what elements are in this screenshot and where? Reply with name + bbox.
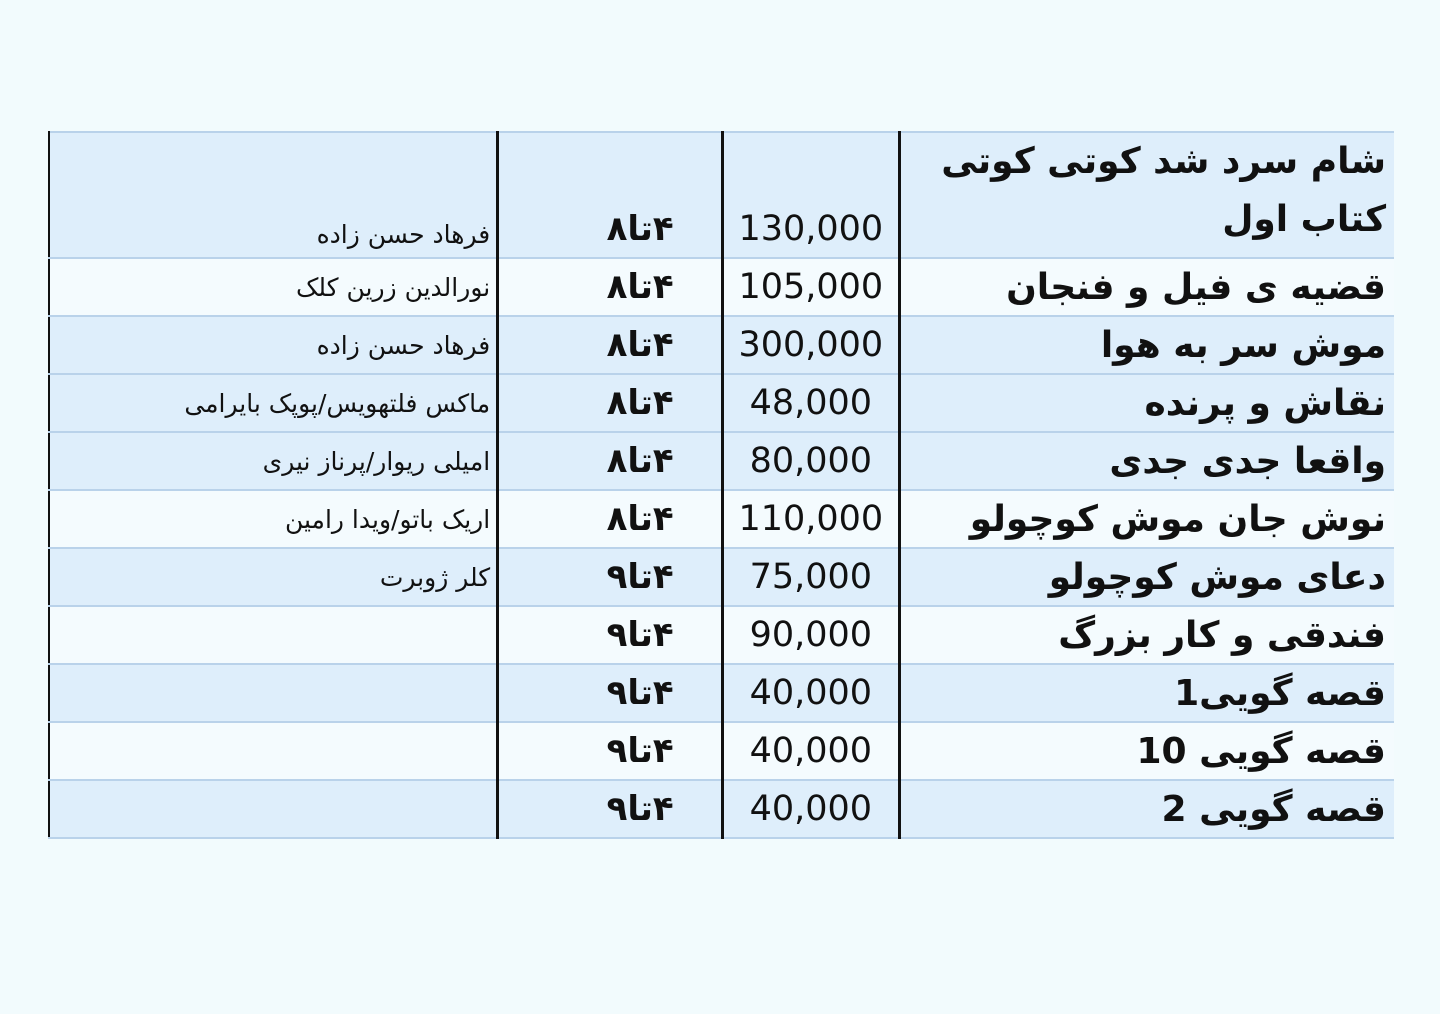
book-title: موش سر به هوا (1100, 324, 1386, 366)
book-price: 90,000 (723, 606, 900, 664)
book-title-cell (899, 606, 1394, 664)
book-title-cell (899, 374, 1394, 432)
book-age-range: ۴تا۸ (498, 258, 723, 316)
book-author (49, 780, 498, 838)
book-title-cell (899, 132, 1394, 258)
table-row (49, 316, 1394, 374)
book-title-cell (899, 780, 1394, 838)
book-price: 40,000 (723, 722, 900, 780)
book-title: نقاش و پرنده (1144, 382, 1386, 424)
table-body (49, 132, 1394, 838)
book-author: کلر ژوبرت (49, 548, 498, 606)
book-price: 75,000 (723, 548, 900, 606)
table-row (49, 606, 1394, 664)
book-price: 130,000 (723, 132, 900, 258)
book-age-range: ۴تا۹ (498, 548, 723, 606)
book-title: فندقی و کار بزرگ (1058, 614, 1386, 656)
book-author (49, 664, 498, 722)
table-row (49, 258, 1394, 316)
book-title-cell (899, 664, 1394, 722)
table-row (49, 374, 1394, 432)
book-author (49, 606, 498, 664)
book-price: 48,000 (723, 374, 900, 432)
book-price-table (48, 131, 1394, 839)
book-price: 40,000 (723, 664, 900, 722)
book-age-range: ۴تا۸ (498, 374, 723, 432)
book-title: نوش جان موش کوچولو (969, 498, 1386, 540)
table-row (49, 432, 1394, 490)
book-title: دعای موش کوچولو (1048, 556, 1386, 598)
book-age-range: ۴تا۹ (498, 664, 723, 722)
book-title: کتاب اول (1222, 199, 1386, 240)
book-title-cell (899, 258, 1394, 316)
table-row (49, 132, 1394, 258)
book-title: قصه گویی 10 (1136, 730, 1386, 772)
book-title: قصه گویی1 (1174, 672, 1386, 714)
book-title-cell (899, 548, 1394, 606)
book-price: 40,000 (723, 780, 900, 838)
table-row (49, 780, 1394, 838)
book-price: 110,000 (723, 490, 900, 548)
table-row (49, 548, 1394, 606)
book-age-range: ۴تا۸ (498, 132, 723, 258)
book-price: 80,000 (723, 432, 900, 490)
book-author: فرهاد حسن زاده (49, 132, 498, 258)
book-title: واقعا جدی جدی (1109, 440, 1386, 482)
book-age-range: ۴تا۹ (498, 606, 723, 664)
table-row (49, 490, 1394, 548)
book-author: نورالدین زرین کلک (49, 258, 498, 316)
book-age-range: ۴تا۸ (498, 432, 723, 490)
book-price: 300,000 (723, 316, 900, 374)
book-age-range: ۴تا۹ (498, 780, 723, 838)
book-age-range: ۴تا۸ (498, 490, 723, 548)
book-author (49, 722, 498, 780)
book-author: فرهاد حسن زاده (49, 316, 498, 374)
book-author: امیلی ریوار/پرناز نیری (49, 432, 498, 490)
table-row (49, 722, 1394, 780)
table-row (49, 664, 1394, 722)
book-age-range: ۴تا۹ (498, 722, 723, 780)
book-title-cell (899, 722, 1394, 780)
book-author: اریک باتو/ویدا رامین (49, 490, 498, 548)
book-title-cell (899, 432, 1394, 490)
book-title: قصه گویی 2 (1161, 788, 1386, 830)
book-title: قضیه ی فیل و فنجان (1006, 266, 1386, 308)
book-author: ماکس فلتهویس/پوپک بایرامی (49, 374, 498, 432)
book-title: شام سرد شد کوتی کوتی (941, 141, 1386, 182)
book-title-cell (899, 316, 1394, 374)
book-title-cell (899, 490, 1394, 548)
book-price: 105,000 (723, 258, 900, 316)
book-age-range: ۴تا۸ (498, 316, 723, 374)
